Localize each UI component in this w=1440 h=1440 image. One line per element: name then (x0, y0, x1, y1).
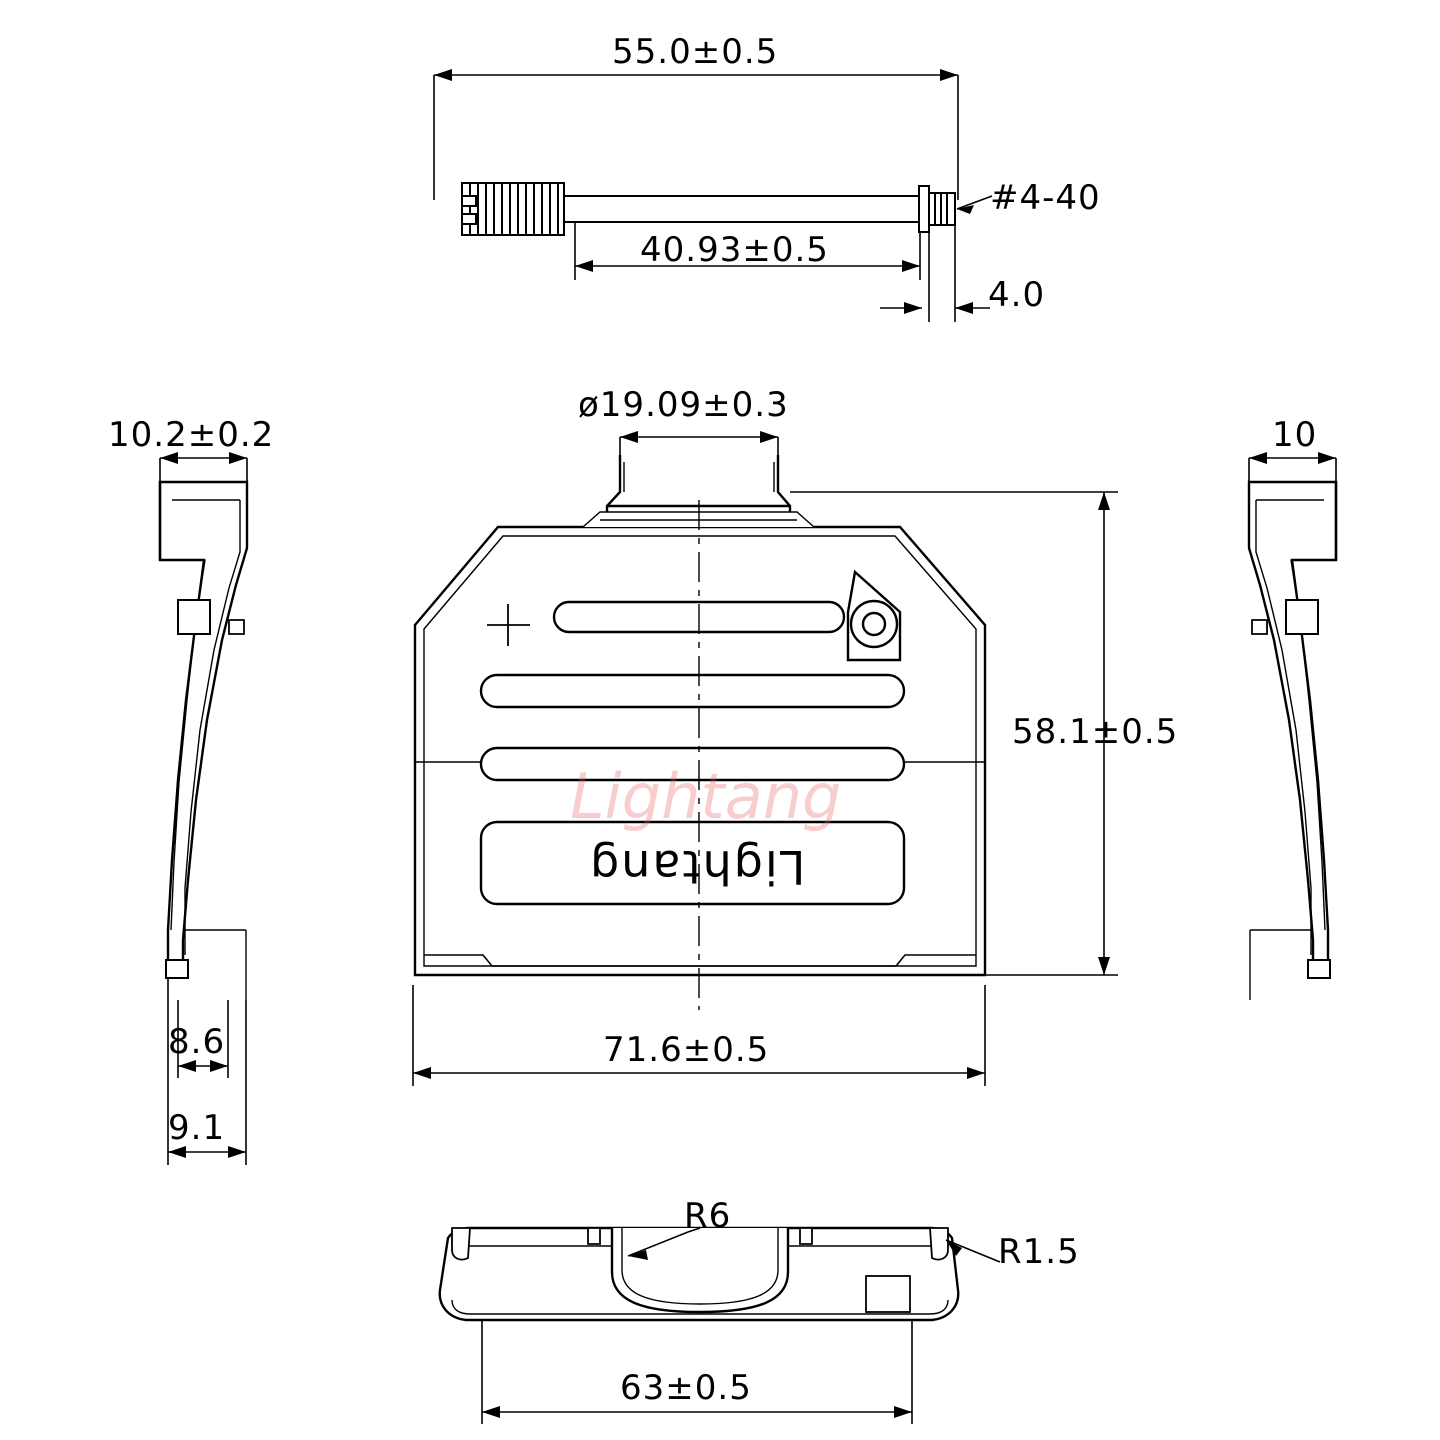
right-side-view (1249, 452, 1336, 1000)
label-front-bore-diameter: ø19.09±0.3 (578, 385, 789, 425)
dimension-4-0 (880, 225, 990, 322)
side-notch-right (800, 1228, 812, 1244)
left-side-profile (160, 482, 247, 1000)
label-left-side-width: 10.2±0.2 (108, 415, 275, 455)
label-bottom-radius-large: R6 (684, 1196, 732, 1236)
engraved-brand-text: Lightang (588, 840, 806, 894)
label-bottom-width: 63±0.5 (620, 1368, 752, 1408)
dimension-55 (434, 69, 958, 200)
rib-2 (481, 675, 904, 707)
label-top-overall-length: 55.0±0.5 (612, 32, 779, 72)
label-screw-length: 4.0 (988, 275, 1046, 315)
leader-screw-spec (957, 196, 992, 214)
top-view (434, 69, 992, 322)
label-top-inner-length: 40.93±0.5 (640, 230, 829, 270)
side-notch-left (588, 1228, 600, 1244)
label-bottom-radius-small: R1.5 (998, 1232, 1080, 1272)
corner-notch-right (930, 1228, 948, 1260)
label-screw-spec: #4-40 (990, 178, 1101, 218)
screw-thread-end (919, 186, 955, 232)
front-view (413, 431, 1118, 1086)
label-front-height: 58.1±0.5 (1012, 712, 1179, 752)
watermark-text: Lightang (570, 760, 842, 833)
label-left-side-lower-a: 8.6 (168, 1022, 226, 1062)
rib-3 (481, 748, 904, 780)
corner-notch-left (452, 1228, 470, 1260)
screw-shank (564, 196, 919, 222)
screw-knurled-head (462, 183, 564, 235)
right-side-profile (1249, 482, 1336, 1000)
label-left-side-lower-b: 9.1 (168, 1108, 226, 1148)
cable-cutout-r6 (612, 1228, 788, 1312)
label-right-side-width: 10 (1272, 415, 1318, 455)
boss-pocket (866, 1276, 910, 1312)
label-front-width: 71.6±0.5 (603, 1030, 770, 1070)
